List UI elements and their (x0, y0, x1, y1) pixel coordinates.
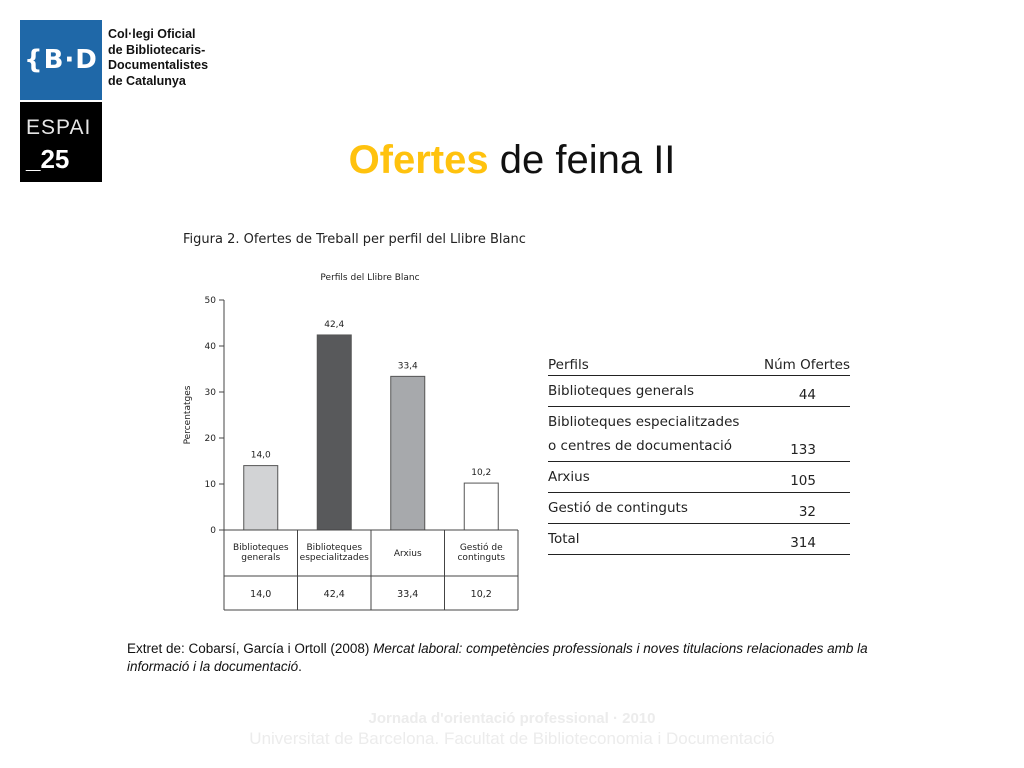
espai-word: ESPAI (26, 116, 92, 139)
org-line: Documentalistes (108, 58, 209, 72)
y-tick-label: 10 (204, 480, 216, 490)
bar (244, 466, 278, 530)
y-tick-label: 0 (210, 526, 216, 536)
org-line: Col·legi Oficial (108, 27, 196, 41)
footer-institution: Universitat de Barcelona. Facultat de Biblioteconomia i Documentació (249, 729, 775, 748)
source-suffix: . (298, 659, 302, 674)
category-label: generals (241, 553, 281, 563)
category-label: Arxius (393, 549, 422, 559)
title-rest: de feina II (488, 138, 676, 182)
header-num-ofertes: Núm Ofertes (756, 355, 850, 376)
row-label-line: o centres de documentació (548, 438, 732, 454)
bar-chart (178, 262, 528, 614)
y-tick-label: 50 (204, 296, 216, 306)
chart-title: Perfils del Llibre Blanc (320, 273, 420, 283)
org-name (108, 27, 208, 89)
row-label-line: Arxius (548, 469, 590, 485)
category-label: continguts (457, 553, 506, 563)
category-label: Biblioteques (306, 543, 363, 553)
total-label (548, 524, 756, 555)
category-label: Biblioteques (232, 543, 289, 553)
category-label: Gestió de (459, 543, 503, 553)
y-tick-label: 20 (204, 434, 216, 444)
table-value-label: 10,2 (470, 589, 492, 600)
table-row (548, 407, 850, 462)
org-line: de Bibliotecaris- (108, 42, 206, 57)
table-row (548, 493, 850, 524)
category-label: especialitzades (299, 553, 369, 563)
row-label (548, 376, 756, 407)
source-prefix: Extret de: Cobarsí, García i Ortoll (2008) (127, 641, 374, 656)
table-row (548, 462, 850, 493)
source-citation (127, 640, 927, 676)
footer-event: Jornada d'orientació professional · 2010 (368, 710, 656, 727)
source-title: Mercat laboral: competències professionals i noves titulacions relacionades amb la informació i la documentació (127, 641, 868, 674)
bar (464, 483, 498, 530)
table-value-label: 14,0 (250, 589, 272, 600)
table-row (548, 376, 850, 407)
bar (391, 376, 425, 530)
y-axis-label: Percentatges (183, 385, 193, 445)
row-value: 105 (756, 462, 850, 493)
table-value-label: 42,4 (323, 589, 345, 600)
espai-number: _25 (26, 144, 70, 174)
table-total-row (548, 524, 850, 555)
y-tick-label: 40 (204, 342, 216, 352)
bar-value-label: 42,4 (324, 319, 345, 330)
row-value: 133 (756, 407, 850, 462)
row-label (548, 462, 756, 493)
bar-value-label: 14,0 (250, 450, 271, 461)
y-tick-label: 30 (204, 388, 216, 398)
row-label (548, 493, 756, 524)
perfils-table (548, 355, 850, 555)
row-value: 32 (756, 493, 850, 524)
page-title (0, 138, 1024, 183)
figure-caption: Figura 2. Ofertes de Treball per perfil del Llibre Blanc (183, 232, 526, 247)
total-label-text: Total (548, 531, 580, 547)
row-label-line: Gestió de continguts (548, 500, 688, 516)
bar-value-label: 33,4 (397, 361, 418, 372)
row-label (548, 407, 756, 462)
org-line: de Catalunya (108, 73, 186, 88)
total-value: 314 (756, 524, 850, 555)
table-header-row (548, 355, 850, 376)
title-accent: Ofertes (348, 138, 489, 182)
bar-value-label: 10,2 (471, 468, 492, 479)
row-label-line: Biblioteques generals (548, 383, 695, 399)
bar (317, 335, 351, 530)
bd-logo: {B·D (20, 20, 102, 100)
row-label-line: Biblioteques especialitzades (548, 414, 740, 430)
header-perfils: Perfils (548, 355, 756, 376)
table-value-label: 33,4 (397, 589, 419, 600)
row-value: 44 (756, 376, 850, 407)
